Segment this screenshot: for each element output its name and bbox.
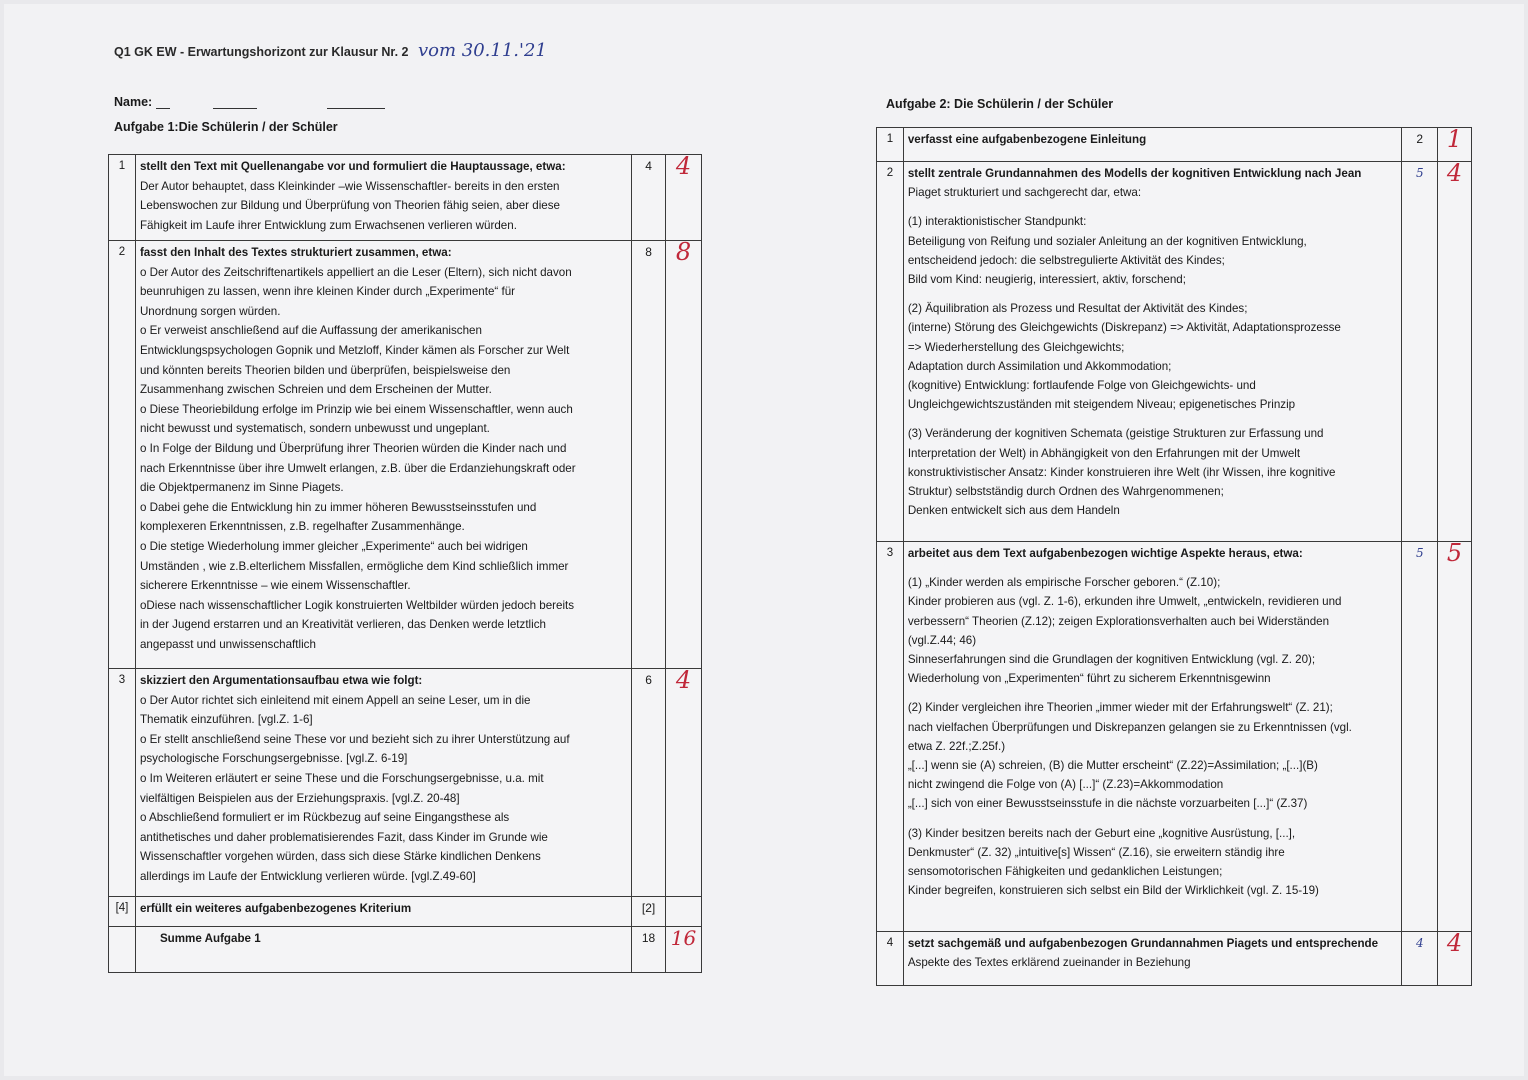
table-row (877, 162, 1472, 542)
name-label: Name: (114, 95, 153, 109)
table-row (109, 669, 702, 897)
awarded-points: 4 (666, 669, 702, 897)
awarded-points-total: 16 (666, 927, 702, 973)
criterion-number: 2 (877, 162, 904, 542)
name-line (327, 96, 385, 109)
name-field (114, 95, 385, 109)
awarded-points: 1 (1438, 128, 1472, 162)
max-points: [2] (632, 897, 666, 927)
table-row (109, 241, 702, 669)
criterion-number: 1 (109, 155, 136, 241)
awarded-points: 5 (1438, 542, 1472, 932)
table-row (877, 128, 1472, 162)
criterion-number: 1 (877, 128, 904, 162)
criterion-text: stellt den Text mit Quellenangabe vor und formuliert die Hauptaussage, etwa: Der Autor behauptet, dass Kleinkinder –wie Wissenschaftler- bereits in den ersten Lebenswochen zur Bildung und Überprüfung von Theorien fähig seien, aber diese Fähigkeit im Laufe ihrer Entwicklung zum Erwachsenen verlieren würden. (135, 155, 631, 241)
criterion-text: verfasst eine aufgabenbezogene Einleitung (903, 128, 1402, 162)
criterion-text: skizziert den Argumentationsaufbau etwa wie folgt: o Der Autor richtet sich einleitend mit einem Appell an seine Leser, um in die Thematik einzuführen. [vgl.Z. 1-6] o Er stellt anschließend seine These vor und bezieht sich zu ihrer Unterstützung auf psychologische Forschungsergebnisse. [vgl.Z. 6-19] o Im Weiteren erläutert er seine These und die Forschungsergebnisse, u.a. mit vielfältigen Beispielen aus der Erziehungspraxis. [vgl.Z. 20-48] o Abschließend formuliert er im Rückbezug auf seine Eingangsthese als antithetisches und daher problematisierendes Fazit, dass Kinder im Grunde wie Wissenschaftler vorgehen würden, dass sich diese Stärke kindlichen Denkens allerdings im Laufe der Entwicklung verlieren würde. [vgl.Z.49-60] (135, 669, 631, 897)
max-points: 5 (1402, 162, 1438, 542)
awarded-points: 4 (1438, 162, 1472, 542)
criterion-text: stellt zentrale Grundannahmen des Modells der kognitiven Entwicklung nach Jean Piaget strukturiert und sachgerecht dar, etwa: (1) interaktionistischer Standpunkt: Beteiligung von Reifung und sozialer Anleitung an der kognitiven Entwicklung, entscheidend jedoch: die selbstregulierte Aktivität des Kindes; Bild vom Kind: neugierig, interessiert, aktiv, forschend; (2) Äquilibration als Prozess und Resultat der Aktivität des Kindes; (interne) Störung des Gleichgewichts (Diskrepanz) => Aktivität, Adaptationsprozesse => Wiederherstellung des Gleichgewichts; Adaptation durch Assimilation und Akkommodation; (kognitive) Entwicklung: fortlaufende Folge von Gleichgewichts- und Ungleichgewichtszuständen mit steigendem Niveau; epigenetisches Prinzip (3) Veränderung der kognitiven Schemata (geistige Strukturen zur Erfassung und Interpretation der Welt) in Abhängigkeit von den Erfahrungen mit der Umwelt konstruktivistischer Ansatz: Kinder konstruieren ihre Welt (ihr Wissen, ihre kognitive Struktur) selbstständig durch Ordnen des Wahrgenommenen; Denken entwickelt sich aus dem Handeln (903, 162, 1402, 542)
max-points: 4 (632, 155, 666, 241)
handwritten-date: vom 30.11.'21 (417, 40, 547, 61)
sum-label: Summe Aufgabe 1 (135, 927, 631, 973)
document-title (114, 40, 547, 61)
criterion-number: 2 (109, 241, 136, 669)
criterion-number: 4 (877, 932, 904, 986)
max-points: 2 (1402, 128, 1438, 162)
aufgabe1-heading: Aufgabe 1:Die Schülerin / der Schüler (114, 120, 338, 134)
max-points: 6 (632, 669, 666, 897)
title-text: Q1 GK EW - Erwartungshorizont zur Klausur Nr. 2 (114, 45, 409, 59)
table-row (877, 542, 1472, 932)
max-points: 8 (632, 241, 666, 669)
awarded-points: 4 (1438, 932, 1472, 986)
table-row (109, 897, 702, 927)
name-line (213, 96, 257, 109)
criterion-text: setzt sachgemäß und aufgabenbezogen Grundannahmen Piagets und entsprechende Aspekte des Textes erklärend zueinander in Beziehung (903, 932, 1402, 986)
awarded-points (666, 897, 702, 927)
max-points: 5 (1402, 542, 1438, 932)
name-line (156, 96, 170, 109)
criterion-number: [4] (109, 897, 136, 927)
criterion-number (109, 927, 136, 973)
criterion-number: 3 (109, 669, 136, 897)
max-points: 4 (1402, 932, 1438, 986)
criterion-text: fasst den Inhalt des Textes strukturiert zusammen, etwa: o Der Autor des Zeitschriftenartikels appelliert an die Leser (Eltern), sich nicht davon beunruhigen zu lassen, wenn ihre kleinen Kinder durch „Experimente“ für Unordnung sorgen würden. o Er verweist anschließend auf die Auffassung der amerikanischen Entwicklungspsychologen Gopnik und Metzloff, Kinder kämen als Forscher zur Welt und könnten bereits Theorien bilden und überprüfen, beispielsweise den Zusammenhang zwischen Schreien und dem Erscheinen der Mutter. o Diese Theoriebildung erfolge im Prinzip wie bei einem Wissenschaftler, wenn auch nicht bewusst und systematisch, sondern unbewusst und ungeplant. o In Folge der Bildung und Überprüfung ihrer Theorien würden die Kinder nach und nach Erkenntnisse über ihre Umwelt erlangen, z.B. über die Erdanziehungskraft oder die Objektpermanenz im Sinne Piagets. o Dabei gehe die Entwicklung hin zu immer höheren Bewusstseinsstufen und komplexeren Erkenntnissen, z.B. regelhafter Zusammenhänge. o Die stetige Wiederholung immer gleicher „Experimente“ auch bei widrigen Umständen , wie z.B.elterlichem Missfallen, ermögliche dem Kind schließlich immer sicherere Erkenntnisse – wie einem Wissenschaftler. oDiese nach wissenschaftlicher Logik konstruierten Weltbilder würden jedoch bereits in der Jugend erstarren und an Kreativität verlieren, das Denken werde letztlich angepasst und unwissenschaftlich (135, 241, 631, 669)
table-row (109, 155, 702, 241)
table-row (877, 932, 1472, 986)
max-points-total: 18 (632, 927, 666, 973)
awarded-points: 4 (666, 155, 702, 241)
criterion-text: erfüllt ein weiteres aufgabenbezogenes Kriterium (135, 897, 631, 927)
criterion-text: arbeitet aus dem Text aufgabenbezogen wichtige Aspekte heraus, etwa: (1) „Kinder werden als empirische Forscher geboren.“ (Z.10); Kinder probieren aus (vgl. Z. 1-6), erkunden ihre Umwelt, „entwickeln, revidieren und verbessern“ Theorien (Z.12); zeigen Explorationsverhalten auch bei Widerständen (vgl.Z.44; 46) Sinneserfahrungen sind die Grundlagen der kognitiven Entwicklung (vgl. Z. 20); Wiederholung von „Experimenten“ führt zu sicherem Erkenntnisgewinn (2) Kinder vergleichen ihre Theorien „immer wieder mit der Erfahrungswelt“ (Z. 21); nach vielfachen Überprüfungen und Diskrepanzen gelangen sie zu Erkenntnissen (vgl. etwa Z. 22f.;Z.25f.) „[...] wenn sie (A) schreien, (B) die Mutter erscheint“ (Z.22)=Assimilation; „[...](B) nicht zwingend die Folge von (A) [...]“ (Z.23)=Akkommodation „[...] sich von einer Bewusstseinsstufe in die nächste vorzuarbeiten [...]“ (Z.37) (3) Kinder besitzen bereits nach der Geburt eine „kognitive Ausrüstung, [...], Denkmuster“ (Z. 32) „intuitive[s] Wissen“ (Z.16), sie erweitern ständig ihre sensomotorischen Fähigkeiten und gedanklichen Leistungen; Kinder begreifen, konstruieren sich selbst ein Bild der Wirklichkeit (vgl. Z. 15-19) (903, 542, 1402, 932)
criterion-number: 3 (877, 542, 904, 932)
aufgabe2-table (876, 127, 1472, 986)
awarded-points: 8 (666, 241, 702, 669)
table-row-sum (109, 927, 702, 973)
aufgabe2-heading: Aufgabe 2: Die Schülerin / der Schüler (886, 97, 1114, 111)
aufgabe1-table (108, 154, 702, 973)
